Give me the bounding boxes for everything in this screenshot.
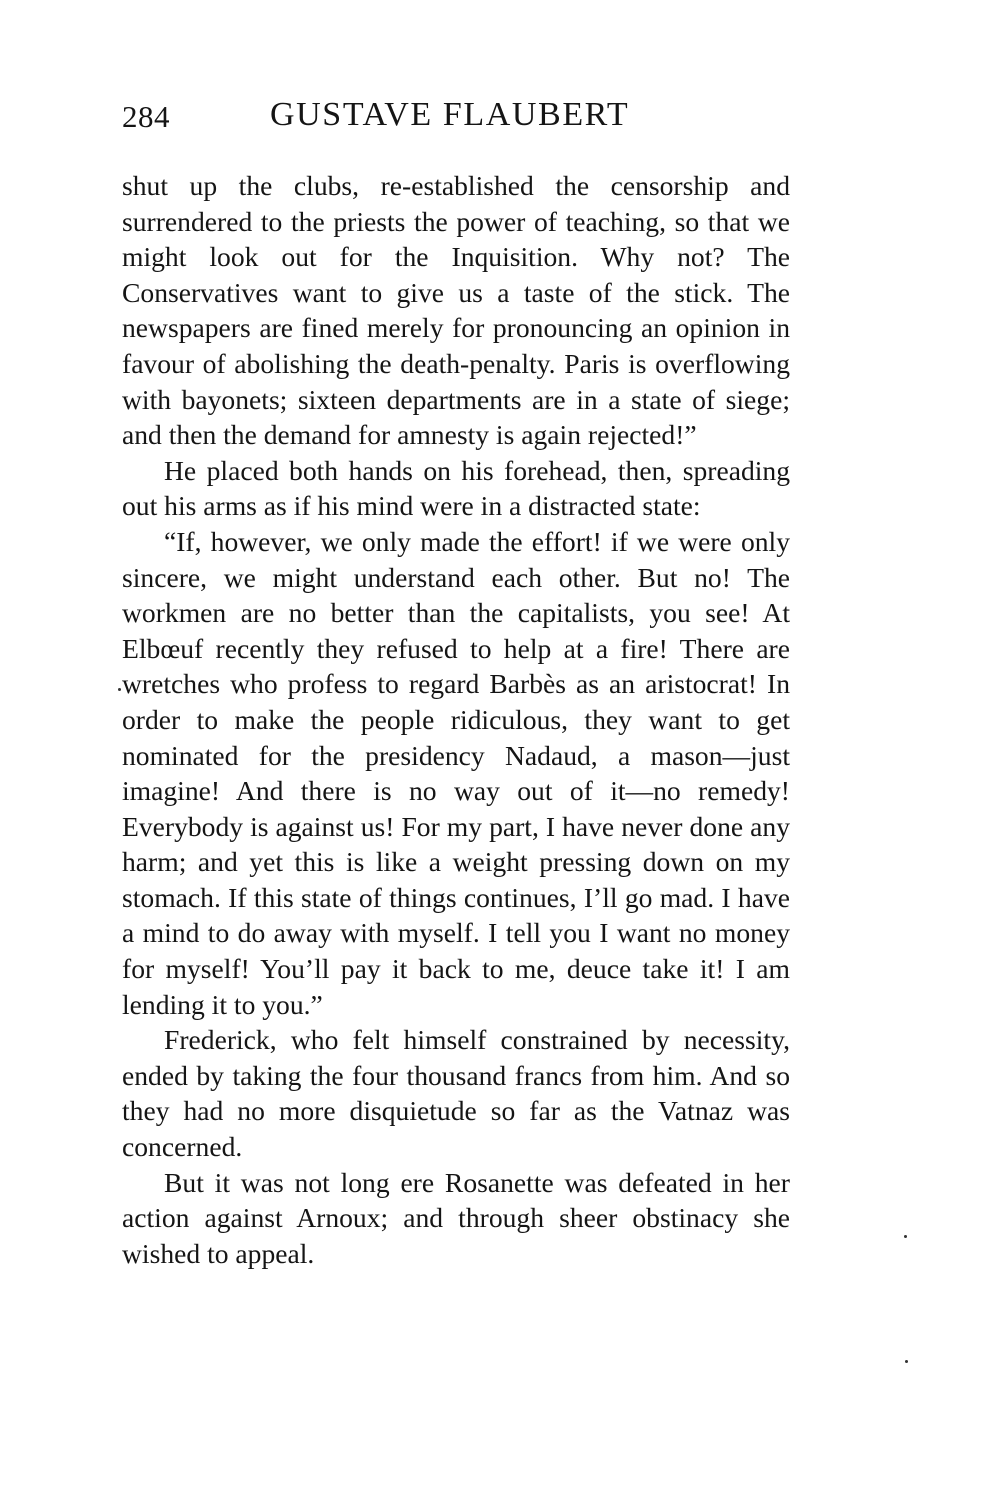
paragraph-continued: shut up the clubs, re-established the censorship and surrendered to the priests the power of teaching, so that we might look out for the Inquisition. Why not? The Conservatives want to give us a taste of the stick. The newspapers are fined merely for pronouncing an opinion in favour of abolishing the death-penalty. Paris is overflowing with bayonets; sixteen departments are in a state of siege; and then the demand for amnesty is again rejected!” [122,170,790,451]
scan-speck [904,1235,907,1238]
page-header [122,96,682,140]
paragraph-dialogue: “If, however, we only made the effort! if we were only sincere, we might understand each other. But no! The workmen are no better than the capitalists, you see! At Elbœuf recently they refused to help at a fire! There are wretches who profess to regard Barbès as an aristocrat! In order to make the people ridiculous, they want to get nominated for the presidency Nadaud, a mason—just imagine! And there is no way out of it—no remedy! Everybody is against us! For my part, I have never done any harm; and yet this is like a weight pressing down on my stomach. If this state of things continues, I’ll go mad. I have a mind to do away with myself. I tell you I want no money for myself! You’ll pay it back to me, deuce take it! I am lending it to you.” [122,525,790,1020]
page-number: 284 [122,99,170,134]
paragraph-narration: He placed both hands on his forehead, then, spreading out his arms as if his mind were in a distracted state: [122,454,790,522]
paragraph-rosanette: But it was not long ere Rosanette was defeated in her action against Arnoux; and through sheer obstinacy she wished to appeal. [122,1166,790,1269]
scan-speck [905,1360,908,1363]
body-text [122,168,790,1271]
scan-speck [118,688,121,691]
paragraph-frederick: Frederick, who felt himself constrained by necessity, ended by taking the four thousand francs from him. And so they had no more disquietude so far as the Vatnaz was concerned. [122,1024,790,1163]
running-head: GUSTAVE FLAUBERT [270,96,630,133]
